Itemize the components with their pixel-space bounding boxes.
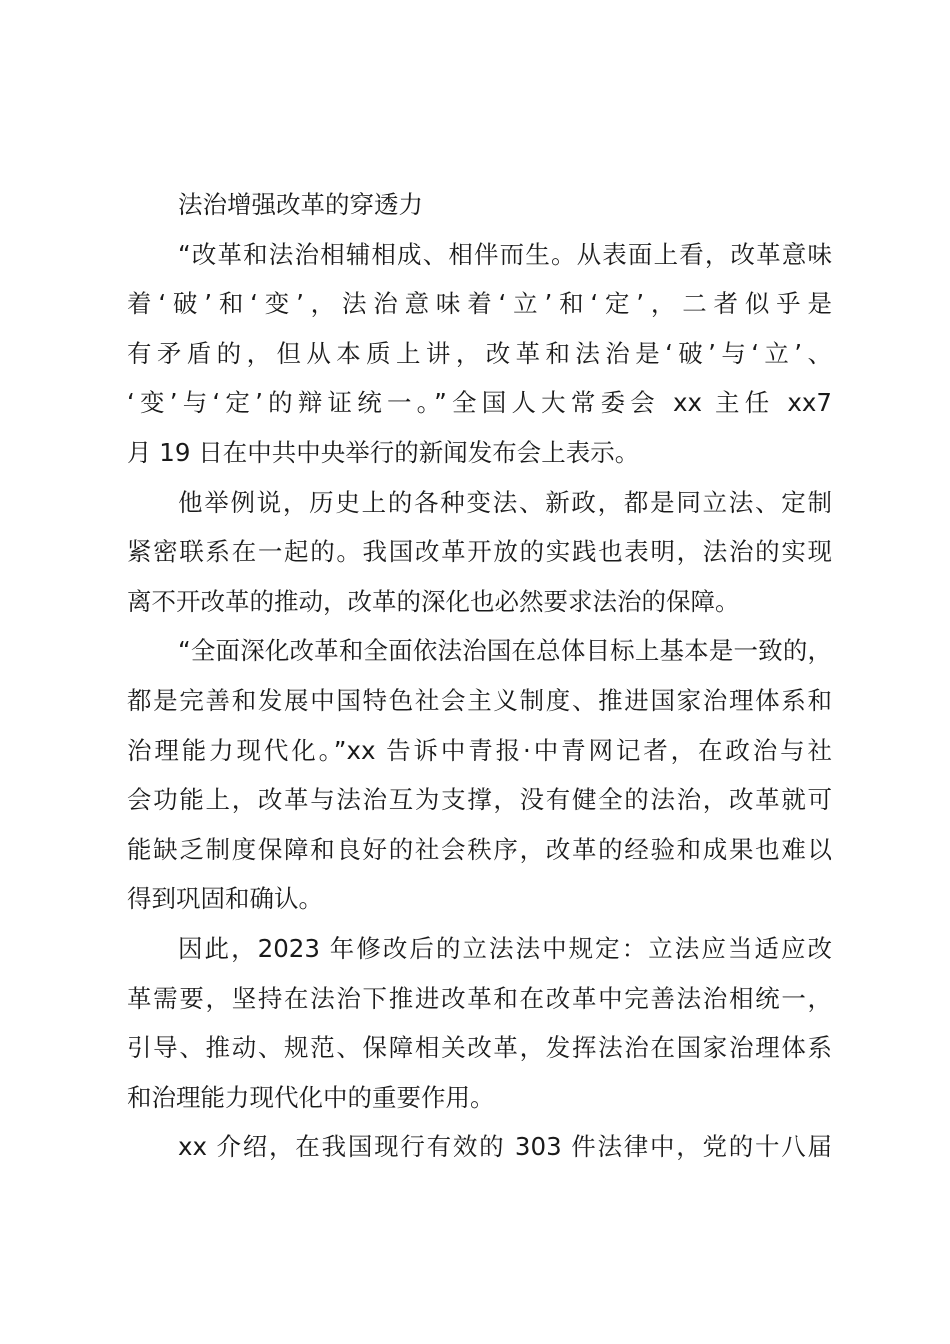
text-line: 他举例说，历史上的各种变法、新政，都是同立法、定制 [178,487,832,517]
text-line: xx 介绍，在我国现行有效的 303 件法律中，党的十八届 [178,1132,832,1162]
text-line: 月 19 日在中共中央举行的新闻发布会上表示。 [127,437,640,467]
text-line: 引导、推动、规范、保障相关改革，发挥法治在国家治理体系 [127,1033,832,1063]
text-line: 治理能力现代化。”xx 告诉中青报·中青网记者，在政治与社 [127,735,832,765]
text-line: 紧密联系在一起的。我国改革开放的实践也表明，法治的实现 [127,537,832,567]
text-line: 都是完善和发展中国特色社会主义制度、推进国家治理体系和 [127,685,832,715]
text-line: “改革和法治相辅相成、相伴而生。从表面上看，改革意味 [178,239,832,269]
text-line: 有矛盾的，但从本质上讲，改革和法治是‘破’与‘立’、 [127,338,832,368]
text-line: 离不开改革的推动，改革的深化也必然要求法治的保障。 [127,586,740,616]
article-body [127,180,832,1172]
text-line: 得到巩固和确认。 [127,884,323,914]
text-line: 能缺乏制度保障和良好的社会秩序，改革的经验和成果也难以 [127,834,832,864]
text-line: 会功能上，改革与法治互为支撑，没有健全的法治，改革就可 [127,785,832,815]
section-heading: 法治增强改革的穿透力 [178,190,423,219]
text-line: 因此，2023 年修改后的立法法中规定：立法应当适应改 [178,933,832,963]
text-line: 革需要，坚持在法治下推进改革和在改革中完善法治相统一， [127,983,832,1013]
text-line: 着‘破’和‘变’，法治意味着‘立’和‘定’，二者似乎是 [127,289,832,319]
text-line: ‘变’与‘定’的辩证统一。”全国人大常委会 xx 主任 xx7 [127,388,832,418]
text-line: “全面深化改革和全面依法治国在总体目标上基本是一致的， [178,636,832,666]
text-line: 和治理能力现代化中的重要作用。 [127,1082,495,1112]
